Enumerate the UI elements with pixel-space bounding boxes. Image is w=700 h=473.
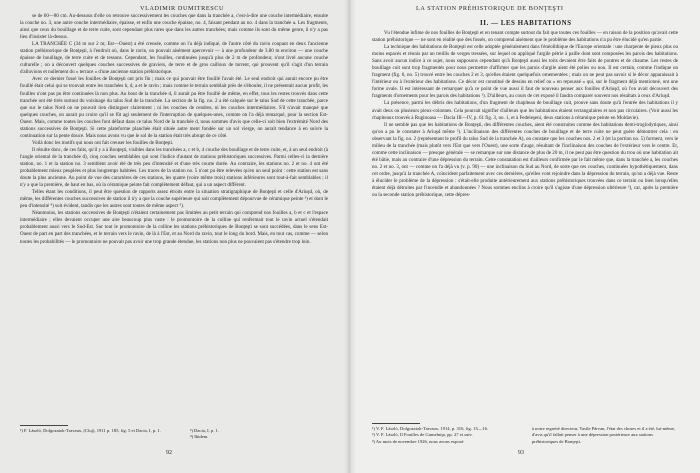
page-number: 93 <box>518 450 524 456</box>
footnotes-column <box>20 428 170 434</box>
footnotes-column <box>190 428 330 441</box>
footnote: ³) Dacia, I, p. 1. <box>190 428 219 433</box>
footnote-rule <box>20 425 68 426</box>
paragraph: LA TRANCHÉE C (34 m sur 2 m; Est—Ouest) a été creusée, comme on l'a déjà indiqué, de l'autre côté du ravin coupant en deux l'ancienne station préhistorique de Bonţeşti, à l'endroit où, dans le ravin, on pouvait aisément apercevoir — à une profondeur de 3.80 m environ — une couche épaisse de bouillage, de terre cuite et de tessons. Cependant, les fouilles, continuées jusqu'à plus de 2 m de profondeur, n'ont livré aucune couche culturelle ; on a découvert quelques couches successives de graviers, de terre et de gros cailloux de torrent, qui prouvent qu'il s'agit d'un terrain d'alluvions et nullement du « terrace » d'une ancienne station préhistorique. <box>20 41 328 76</box>
right-page <box>350 0 700 473</box>
paragraph: se de 60—80 cm. Au-dessous d'elle on retrouve successivement les couches que dans la tranchée a, c'est-à-dire une couche intermédiaire, ensuite la couche no. 3, une autre couche intermédiaire, épaisse, et enfin une couche épaisse, no. 4, faisant pendant au no. 4 dans la tranchée a. Les fragments, ainsi que ceux du bouillage et de terre cuite, sont cependant plus rares que dans les autres tranchées; mais comme ils sont du même genre, il n'y a pas lieu d'insister là-dessus. <box>20 13 328 41</box>
paragraph: Voilà donc les motifs qui nous ont fait creuser les fouilles de Bonţeşti. <box>32 139 174 146</box>
running-head: LA STATION PRÉHISTORIQUE DE BONŢEŞTI <box>416 5 564 12</box>
paragraph: Il résulte donc, de ces faits, qu'il y a à Bonţeşti, visibles dans les tranchées a, c et b, 4 couche des bouillage et de terre cuite, et, à un seul endroit (à l'angle oriental de la tranchée d), cinq couches semblables qui sont l'indice d'autant de stations préhistoriques successives. Parmi celles-ci la dernière station, no. 1 et la station no. 3 semblent avoir été de très peu d'intensité et d'une très courte durée. Au contraire, les stations no. 2 et no. 4 ont été probablement mieux peuplées et plus longtemps habitées. Les traces de la station no. 5 n'ont pu être relevées qu'en un seul point : cette station est sans doute la plus ancienne. Au point de vue des caractères de ces stations, les quatre (voire même trois) stations inférieures sont tout-à-fait semblables ; il n'y a que la première, de haut en bas, où la céramique peinte fait complètement défaut, qui a un aspect différent. <box>20 146 328 189</box>
running-head: VLADIMIR DUMITRESCU <box>140 5 225 12</box>
footnote: à notre regretté directeur, Vasile Pârvan, l'état des choses et il a été, lui-même, d'avis qu'il fallait penser à une dépression postérieure aux stations préhistoriques de Bonţeşti. <box>532 426 676 444</box>
footnote: ²) V. F. László, Il Fouilles de Gumelniţa, pp. 27 et suiv. <box>372 432 473 438</box>
footnote: ³) Au mois de novembre 1926, nous avons exposé <box>372 438 464 444</box>
footnote: ¹) V. F. László, Dolgozatok-Travaux, 1914, p. 316, fig. 13—16. <box>372 426 489 431</box>
book-gutter <box>344 0 356 473</box>
paragraph: La technique des habitations de Bonţeşti est celle adoptée généralement dans l'énéolithique de l'Europe orientale : une charpente de pieux plus ou moins espacés et réunis par un treillis de verges tressées, sur lequel on appliqué l'argile pétrie à paille dont sont composées les parois des habitations. Sans avoir aucun indice à ce sujet, nous supposons cependant qu'à Bonţeşti aussi les toits devaient être faits de poutres et de chaume. Les restes de bouillage cuit sont trop fragmentés pour nous permettre d'affirmer que les parois d'argile aient été polies ou non. Il est certain, comme l'indique un fragment (fig. 6, no. 5) trouvé entre les couches 2 et 3, qu'elles étaient quelquefois ornementées ; mais on ne peut pas savoir si le décor apparaissait à l'intérieur ou à l'extérieur des habitations. Ce décor est constitué de dessins en relief ou « en repoussé » qui, sur le fragment déjà mentionné, ont une forme ovale. Il est intéressant de remarquer qu'à ce point de vue aussi il faut de nouveau penser aux fouilles d'Ariuşd, où l'on avait découvert des fragments d'ornements pour les parois des habitations ¹). D'ailleurs, au cours de cet exposé il faudra comparer souvent nos résultats à ceux d'Ariuşd. <box>372 44 678 100</box>
paragraph: Il ne semble pas que les habitations de Bonţeşti, des différentes couches, aient été construites comme des habitations demi-troglodytiques, ainsi qu'on a pu le constater à Ariuşd même ²). L'inclinaison des différentes couches de bouillage et de terre cuite ne peut guère démontrer cela : en observant la fig. no. 2 (représentant le profil du talus Sud de la tranchée A), on constate que les couches nos. 2 et 3 (et la portion no. 5) forment, vers le milieu de la tranchée (mais plutôt vers l'Est que vers l'Ouest), une sorte d'auge, résultant de l'inclinaison des couches de l'extérieur vers le centre. Et, comme cette inclinaison — presque générale — se remarque sur une distance de plus de 20 m, il ne peut pas être question du trou où une habitation ait été bâtie, mais au contraire d'une dépression du terrain. Cette constatation est d'ailleurs confirmée par le fait même que, dans la tranchée a, les couches no. 2 et no. 3, ont — comme on l'a déjà vu (v. p. 90) — une inclinaison du Sud au Nord, de sorte que ces couches, continuées hypothétiquement, dans cet ordre, jusqu'à la tranchée A, coïncident parfaitement avec ces dernières, qu'elles vont rejoindre dans la dépression du terrain, qu'on a déjà vue. Reste à élucider le problème de la dépression : s'était-elle produite antérieurement aux stations préhistoriques trouvées dans ce terrain ou bien lorsqu'elles étaient déjà détruites par l'incendie et abandonnées ? Nous sommes enclins à croire qu'il s'agisse d'une dépression ultérieure ³), car, après la première ou la seconde station préhistorique, cette dépres- <box>372 121 678 199</box>
paragraph: Avec ce dernier fossé les fouilles de Bonţeşti ont pris fin ; mais ce qui pouvait être fouillé l'avait été. Le seul endroit qui aurait encore pu être fouillé était celui qui se trouvait entre les tranchées b, d, a et le ravin ; mais comme le terrain semblait près de s'ébouler, il ne présentait aucun profit, les fouilles n'ont pas pu être continuées là non plus. Au bout de la tranchée d, il aurait pu être fouillé de même, en effet, tous les restes trouvés dans cette tranchée ont été tirés surtout du voisinage du talus Sud de la tranchée. La section de la fig. no. 2 a été calquée sur le talus Sud de cette tranchée, parce que sur le talus Nord on ne pouvait rien distinguer clairement ; ni les couches de cendres, ni les couches intermédiaires. S'il n'avait manqué que quelques couches, on aurait pu croire qu'il se fût agi seulement de l'interruption de quelques-unes, comme on l'a déjà remarqué, pour la section Est-Ouest. Mais, comme toutes les couches font défaut dans ce talus Nord de la tranchée d, nous sommes d'avis que celle-ci soit bien l'extrémité Nord des stations successives de Bonţeşti. Si cette plateforme planchée était située autre ment fondée sur un sol vierge, on aurait tendance à en suivre la continuation sur la pente douce. Mais nous avons vu que le sol de la station était très abrupt de ce côté. <box>20 76 328 139</box>
footnote: ⁴) Ibidem. <box>190 434 209 440</box>
body-text <box>20 13 328 246</box>
footnotes-column <box>372 426 522 445</box>
body-text <box>372 30 678 199</box>
footnotes-column <box>532 426 678 445</box>
paragraph: La présence, parmi les débris des habitations, d'un fragment de chapiteau de bouillage cuit, prouve sans doute qu'à l'entrée des habitations il y avait deux ou plusieurs pieux-colonnes. Cela pourrait signifier d'ailleurs que les habitations étaient rectangulaires et non pas circulaires. (Voir aussi les chapiteaux trouvés à Ruginoasa — Dacia III—IV, p. 61 fig. 3, no. 1, et à Fedeleşeni, deux stations à céramique peinte en Moldavie). <box>372 100 678 121</box>
section-heading: II. — LES HABITATIONS <box>480 19 572 27</box>
paragraph: Vu l'étendue infime de nos fouilles de Bonţeşti et en tenant compte surtout du fait que toutes ces fouilles — en raison de la position qu'avait cette station préhistorique — ne sont en réalité que des fossés, on comprend aisément que le problème des habitations n'a pu être élucidé qu'en partie. <box>372 30 678 44</box>
page-number: 92 <box>166 450 172 456</box>
footnote: ¹) F. László, Dolgozatok-Travaux, (Cluj), 1911 p. 185, fig. 5 et Dacia, I, p. 1. <box>20 428 161 433</box>
paragraph: Néanmoins, les stations successives de Bonţeşti n'étaient certainement pas limitées au petit terrain qui comprend nos fouilles a, b et c et l'espace intermédiaire ; elles devaient occuper une aire beaucoup plus vaste : le promontoire de la colline qui renfermait tout le ravin actuel s'étendait probablement aussi vers le Sud-Est. Sur tout le promontoire de la colline les stations préhistoriques de Bonţeşti se sont succédées, dans le sens Est-Ouest de part en part des tranchées, et le terrain vers le ravin, de là à l'Est, et au Nord du ravin, tout le long du bord. Mais, en tout cas, comme — selon toutes les probabilités — le promontoire ne pouvait pas avoir une trop grande étendue, les stations non plus ne pouvaient pas s'étendre trop loin. <box>20 210 328 245</box>
footnote-rule <box>372 423 420 424</box>
paragraph: Telles étant les conditions, il peut être question de rapports assez étroits entre la situation stratigraphique de Bonţeşti et celle d'Ariuşd, où, de même, les différentes couches successives de station il n'y a que la couche supérieure qui soit complètement dépourvue de céramique peinte ³) et dont le peu d'intensité ⁴) soit évident, tandis que les autres sont toutes de même aspect ⁵). <box>20 189 328 210</box>
